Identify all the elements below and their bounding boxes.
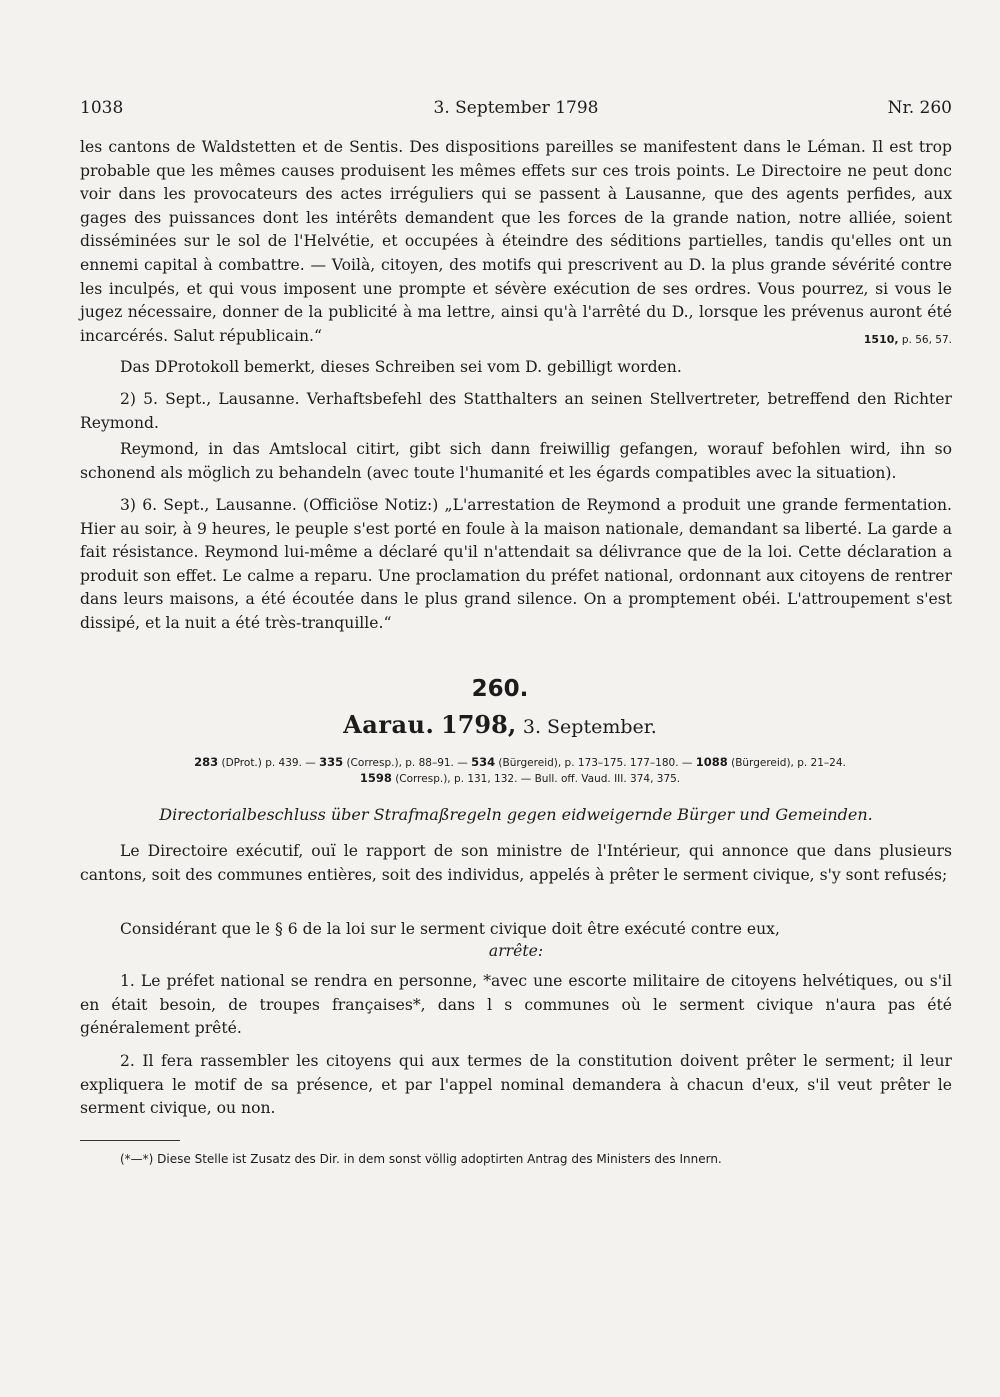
archive-ref-pages: p. 56, 57.: [898, 333, 952, 346]
header-doc-ref: Nr. 260: [887, 98, 952, 118]
letter-text: les cantons de Waldstetten et de Sentis. Des dispositions pareilles se manifestent dans le Léman. Il est trop probable que les mêmes causes produisent les mêmes effets sur ces trois points. Le Directoire ne peut donc voir dans les provocateurs des actes irréguliers qui se passent à Lausanne, que des agents perfides, aux gages des puissances dont les intérêts demandent que les forces de la grande nation, notre alliée, soient disséminées sur le sol de l'Helvétie, et occupées à éteindre des séditions partielles, tandis qu'elles ont un ennemi capital à combattre. — Voilà, citoyen, des motifs qui prescrivent au D. la plus grande sévérité contre les inculpés, et qui vous imposent une prompte et sévère exécution de ses ordres. Vous pourrez, si vous le jugez nécessaire, donner de la publicité à ma lettre, ainsi qu'à l'arrêté du D., lorsque les prévenus auront été incarcérés. Salut républicain.“: [80, 138, 952, 345]
footnote-divider: [80, 1140, 180, 1141]
source-number: 283: [194, 755, 219, 769]
sources-line-2: [120, 770, 920, 788]
source-number: 1598: [359, 771, 392, 785]
article-2: 2. Il fera rassembler les citoyens qui aux termes de la constitution doivent prêter le serment; il leur expliquera le motif de sa présence, et par l'appel nominal demandera à chacun d'eux, s'il veut prêter le serment civique, ou non.: [80, 1052, 952, 1118]
footnote: (*—*) Diese Stelle ist Zusatz des Dir. in dem sonst völlig adoptirten Antrag des Ministers des Innern.: [120, 1152, 722, 1166]
source-text: (Corresp.), p. 131, 132. — Bull. off. Vaud. III. 374, 375.: [391, 773, 681, 785]
article-1: 1. Le préfet national se rendra en personne, *avec une escorte militaire de citoyens helvétiques, ou s'il en était besoin, de troupes françaises*, dans l s communes où le serment civique n'aura pas été généralement prêté.: [80, 972, 952, 1038]
document-subject: Directorialbeschluss über Strafmaßregeln gegen eidweigernde Bürger und Gemeinden.: [159, 805, 873, 824]
reymond-paragraph: Reymond, in das Amtslocal citirt, gibt sich dann freiwillig gefangen, worauf befohlen wird, ihn so schonend als möglich zu behandeln (avec toute l'humanité et les égards compatibles avec la situation).: [80, 440, 952, 482]
document-heading: [0, 710, 1000, 739]
running-header: [80, 98, 952, 126]
source-text: (DProt.) p. 439. —: [218, 757, 320, 769]
header-date: 3. September 1798: [433, 98, 599, 118]
arrete-heading: arrête:: [488, 942, 544, 960]
continued-letter-paragraph: [80, 136, 952, 352]
document-date: 3. September.: [522, 716, 657, 738]
archive-reference: [864, 328, 952, 353]
protocol-note: Das DProtokoll bemerkt, dieses Schreiben sei vom D. gebilligt worden.: [120, 358, 682, 376]
source-text: (Corresp.), p. 88–91. —: [343, 757, 472, 769]
entry-2-paragraph: 2) 5. Sept., Lausanne. Verhaftsbefehl des Statthalters an seinen Stellvertreter, betreffend den Richter Reymond.: [80, 390, 952, 432]
page-number: 1038: [80, 98, 124, 118]
preamble-paragraph: Le Directoire exécutif, ouï le rapport de son ministre de l'Intérieur, qui annonce que dans plusieurs cantons, soit des communes entières, soit des individus, appelés à prêter le serment civique, s'y sont refusés;: [80, 842, 952, 884]
document-number: 260.: [471, 676, 529, 702]
considerant-paragraph: Considérant que le § 6 de la loi sur le serment civique doit être exécuté contre eux,: [120, 920, 780, 938]
source-number: 534: [471, 755, 496, 769]
document-place: Aarau.: [343, 710, 435, 739]
source-number: 1088: [695, 755, 728, 769]
source-number: 335: [319, 755, 344, 769]
archive-ref-number: 1510,: [863, 332, 899, 346]
source-text: (Bürgereid), p. 21–24.: [727, 757, 846, 769]
source-text: (Bürgereid), p. 173–175. 177–180. —: [495, 757, 696, 769]
entry-3-paragraph: 3) 6. Sept., Lausanne. (Officiöse Notiz:) „L'arrestation de Reymond a produit une grande fermentation. Hier au soir, à 9 heures, le peuple s'est porté en foule à la maison nationale, demandant sa liberté. La garde a fait résistance. Reymond lui-même a déclaré qu'il n'attendait sa délivrance que de la loi. Cette déclaration a produit son effet. Le calme a reparu. Une proclamation du préfet national, ordonnant aux citoyens de rentrer dans leurs maisons, a été écoutée dans le plus grand silence. On a promptement obéi. L'attroupement s'est dissipé, et la nuit a été très-tranquille.“: [80, 496, 952, 632]
document-year: 1798,: [441, 710, 517, 739]
